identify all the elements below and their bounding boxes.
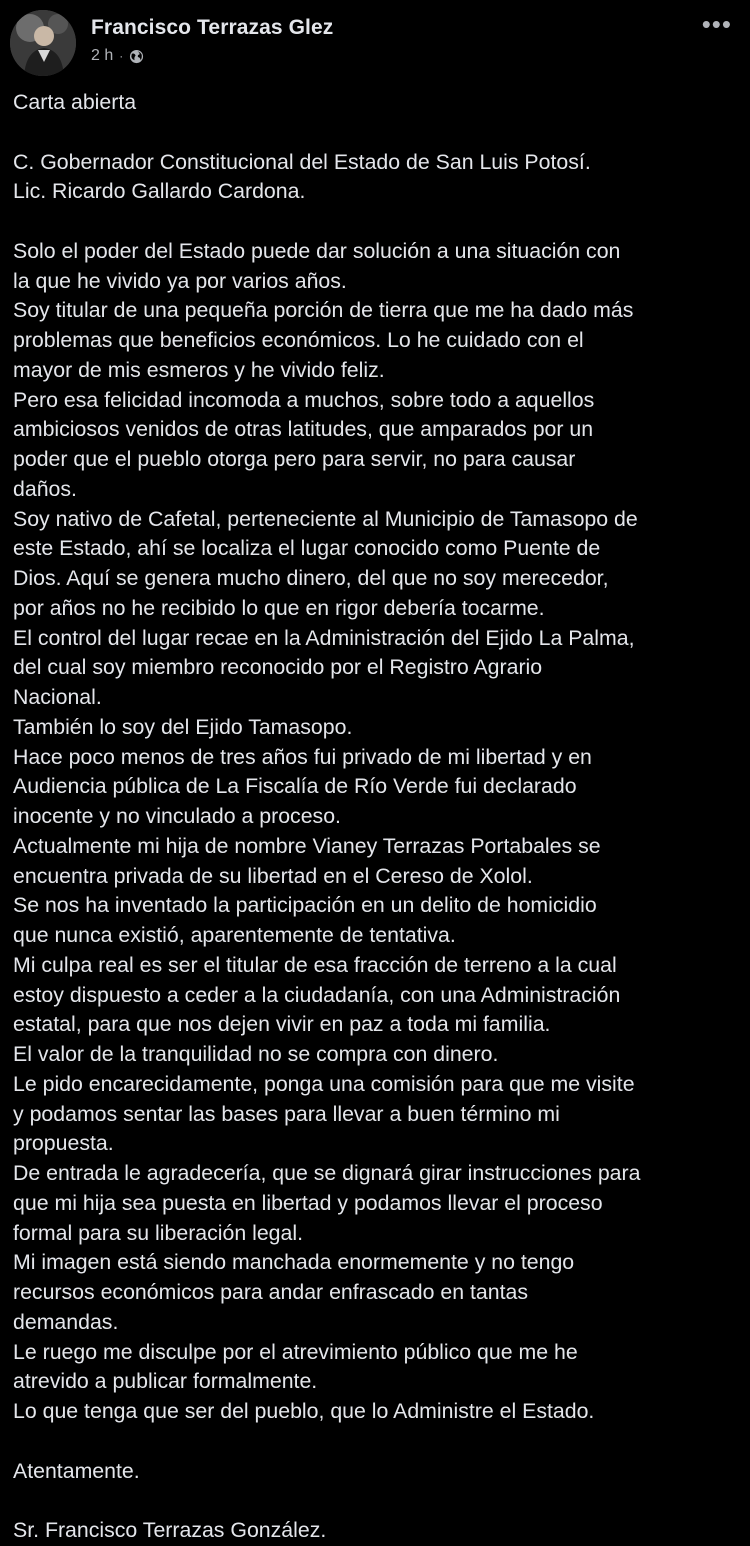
body-line: atrevido a publicar formalmente. xyxy=(13,1369,318,1394)
body-line: También lo soy del Ejido Tamasopo. xyxy=(13,714,353,739)
letter-closing: Atentamente. xyxy=(13,1458,140,1483)
body-line: encuentra privada de su libertad en el Cereso de Xolol. xyxy=(13,863,533,888)
body-line: del cual soy miembro reconocido por el Registro Agrario xyxy=(13,655,543,680)
post-meta xyxy=(91,47,144,65)
avatar[interactable] xyxy=(10,10,76,76)
letter-body xyxy=(13,237,741,1427)
body-line: Se nos ha inventado la participación en un delito de homicidio xyxy=(13,893,597,918)
body-line: Le pido encarecidamente, ponga una comisión para que me visite xyxy=(13,1071,635,1096)
body-line: El control del lugar recae en la Administración del Ejido La Palma, xyxy=(13,625,635,650)
letter-heading: Carta abierta xyxy=(13,90,137,114)
body-line: recursos económicos para andar enfrascado en tantas xyxy=(13,1280,528,1304)
meta-separator: · xyxy=(119,49,124,63)
body-line: Lo que tenga que ser del pueblo, que lo Administre el Estado. xyxy=(13,1399,595,1423)
body-line: El valor de la tranquilidad no se compra con dinero. xyxy=(13,1042,499,1066)
body-line: ambiciosos venidos de otras latitudes, que amparados por un xyxy=(13,417,594,442)
body-line: y podamos sentar las bases para llevar a buen término mi xyxy=(13,1101,560,1126)
body-line: Soy titular de una pequeña porción de tierra que me ha dado más xyxy=(13,298,634,323)
post-body xyxy=(13,88,741,1546)
body-line: estatal, para que nos dejen vivir en paz a toda mi familia. xyxy=(13,1012,551,1037)
body-line: Mi imagen está siendo manchada enormemente y no tengo xyxy=(13,1250,575,1275)
body-line: Hace poco menos de tres años fui privado de mi libertad y en xyxy=(13,744,592,769)
letter-signature: Sr. Francisco Terrazas González. xyxy=(13,1518,327,1542)
body-line: estoy dispuesto a ceder a la ciudadanía, con una Administración xyxy=(13,982,621,1007)
recipient-line: C. Gobernador Constitucional del Estado de San Luis Potosí. xyxy=(13,149,591,174)
paragraph-gap xyxy=(13,1486,741,1516)
body-line: por años no he recibido lo que en rigor debería tocarme. xyxy=(13,595,545,620)
body-line: la que he vivido ya por varios años. xyxy=(13,268,347,293)
body-line: mayor de mis esmeros y he vivido feliz. xyxy=(13,357,385,382)
body-line: Dios. Aquí se genera mucho dinero, del que no soy merecedor, xyxy=(13,566,609,590)
body-line: inocente y no vinculado a proceso. xyxy=(13,804,341,828)
body-line: que nunca existió, aparentemente de tentativa. xyxy=(13,923,456,947)
body-line: Actualmente mi hija de nombre Vianey Terrazas Portabales se xyxy=(13,833,601,858)
globe-icon xyxy=(129,49,144,64)
body-line: Le ruego me disculpe por el atrevimiento público que me he xyxy=(13,1339,578,1364)
post-time[interactable]: 2 h xyxy=(91,47,114,64)
paragraph-gap xyxy=(13,118,741,148)
body-line: daños. xyxy=(13,476,77,501)
body-line: que mi hija sea puesta en libertad y podamos llevar el proceso xyxy=(13,1190,603,1215)
body-line: Mi culpa real es ser el titular de esa fracción de terreno a la cual xyxy=(13,952,617,977)
body-line: demandas. xyxy=(13,1309,119,1334)
body-line: De entrada le agradecería, que se dignará girar instrucciones para xyxy=(13,1161,641,1185)
body-line: este Estado, ahí se localiza el lugar conocido como Puente de xyxy=(13,536,601,561)
author-name[interactable]: Francisco Terrazas Glez xyxy=(91,16,334,39)
body-line: Nacional. xyxy=(13,685,102,709)
body-line: problemas que beneficios económicos. Lo he cuidado con el xyxy=(13,328,584,352)
paragraph-gap xyxy=(13,1427,741,1457)
more-options-icon[interactable]: ••• xyxy=(701,9,732,39)
body-line: propuesta. xyxy=(13,1131,114,1156)
body-line: Pero esa felicidad incomoda a muchos, sobre todo a aquellos xyxy=(13,387,595,412)
body-line: Solo el poder del Estado puede dar solución a una situación con xyxy=(13,238,621,263)
body-line: formal para su liberación legal. xyxy=(13,1220,304,1245)
paragraph-gap xyxy=(13,207,741,237)
post-header xyxy=(0,0,750,84)
body-line: poder que el pueblo otorga pero para servir, no para causar xyxy=(13,447,576,471)
avatar-photo xyxy=(10,10,76,76)
body-line: Audiencia pública de La Fiscalía de Río Verde fui declarado xyxy=(13,774,577,799)
body-line: Soy nativo de Cafetal, perteneciente al Municipio de Tamasopo de xyxy=(13,506,638,531)
letter-recipient xyxy=(13,148,741,208)
recipient-line: Lic. Ricardo Gallardo Cardona. xyxy=(13,179,306,204)
